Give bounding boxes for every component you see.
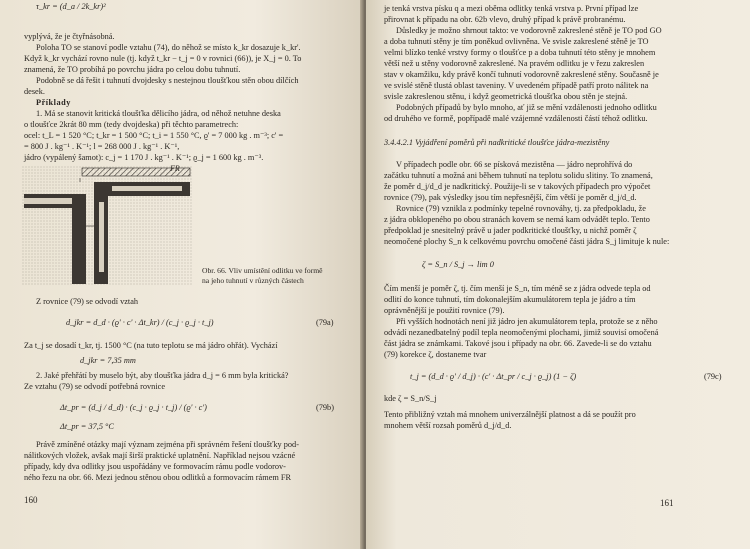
top-formula: τ_kr = (d_a / 2k_kr)² <box>36 2 106 11</box>
text-line: část jádra se známkami. Takové jsou i případy na obr. 66. Zavede-li se do vztahu <box>384 339 652 348</box>
text-line: Podobně se dá řešit i tuhnutí dvojdesky s nestejnou tloušťkou stěn obou dílčích <box>36 76 299 85</box>
text-line: ve svislé stěně tlustá oblast taveniny. V uvedeném případě patří proto nálitek na <box>384 81 649 90</box>
examples-heading: Příklady <box>36 98 71 107</box>
text-line: Z rovnice (79) se odvodí vztah <box>36 297 139 306</box>
text-line: stav v okamžiku, kdy právě končí tuhnutí vodorovně zakreslené stěny. Současně je <box>384 70 659 79</box>
section-heading: 3.4.4.2.1 Vyjádření poměrů při nadkritické tloušťce jádra-mezistěny <box>384 138 610 147</box>
text-line: svisle zakreslenou stěnu, i když geometrická tloušťka obou stěn je stejná. <box>384 92 628 101</box>
text-line: 1. Má se stanovit kritická tloušťka dělicího jádra, od něhož netuhne deska <box>36 109 281 118</box>
text-line: znamená, že TO probíhá po povrchu jádra po celou dobu tuhnutí. <box>24 65 241 74</box>
text-line: ocel: t_L = 1 520 °C; t_kr = 1 500 °C; t_i = 1 550 °C, ϱ' = 7 000 kg . m⁻³; c' = <box>24 131 284 140</box>
text-line: Podobných případů by bylo mnoho, ať již se mění vzdálenosti jednoho odlitku <box>396 103 657 112</box>
text-line: ného řezu na obr. 66. Mezi jednou stěnou obou odlitků a formovacím rámem FR <box>24 473 292 482</box>
equation-79a: d_jkr = d_d · (ϱ' · c' · Δt_kr) / (c_j · ϱ_j · t_j) <box>66 318 214 327</box>
equation-zeta: ζ = S_n / S_j → lim 0 <box>422 260 494 269</box>
text-line: rovnice (79), pak výsledky jsou tím nepřesnější, čím větší je poměr d_j/d_d. <box>384 193 637 202</box>
text-line: oprávněnější je použití rovnice (79). <box>384 306 505 315</box>
text-line: vyplývá, že je čtyřnásobná. <box>24 32 115 41</box>
text-line: začátku tuhnutí a možná ani během tuhnutí na teplotu solidu slitiny. To znamená, <box>384 171 653 180</box>
text-line: = 800 J . kg⁻¹ . K⁻¹; l = 268 000 J . kg⁻¹ . K⁻¹, <box>24 142 180 151</box>
text-line: a doba tuhnutí stěny je tím poněkud ovlivněna. Ve svisle zakreslené stěně je TO <box>384 37 649 46</box>
text-line: odlití do konce tuhnutí, tím dokonalejším akumulátorem tepla je jádro a tím <box>384 295 636 304</box>
text-line: je tenká vrstva písku q a mezi oběma odlitky tenká vrstva p. První případ lze <box>384 4 639 13</box>
text-line: předpoklad je snesitelný právě u jader podkritické tloušťky, u nichž poměr ζ <box>384 226 637 235</box>
text-line: Za t_j se dosadí t_kr, tj. 1500 °C (na tuto teplotu se má jádro ohřát). Vychází <box>24 341 278 350</box>
text-line: 2. Jaké přehřátí by muselo být, aby tloušťka jádra d_j = 6 mm byla kritická? <box>36 371 289 380</box>
text-line: Když k_kr vychází rovno nule (tj. když t_kr − t_j = 0 v rovnici (66)), je X_j = 0. To <box>24 54 302 63</box>
text-line: větší než u stěny vodorovně zakreslené. Na pravém odlitku je v řezu zakreslen <box>384 59 645 68</box>
text-line: Právě zmíněné otázky mají význam zejména při správném řešení tloušťky pod- <box>36 440 299 449</box>
left-page <box>0 0 364 549</box>
text-line: Poloha TO se stanoví podle vztahu (74), do něhož se místo k_kr dosazuje k_kr'. <box>36 43 301 52</box>
text-line: o tloušťce 2krát 80 mm (tedy dvojdeska) při těchto parametrech: <box>24 120 239 129</box>
figure-label-fr: FR <box>170 164 180 173</box>
text-line: mnohem větší rozsah poměrů d_j/d_d. <box>384 421 512 430</box>
text-line: od druhého ve formě, popřípadě malé vzájemné vzdálenosti částí téhož odlitku. <box>384 114 648 123</box>
result-2: Δt_pr = 37,5 °C <box>60 422 114 431</box>
text-line: z jádra obklopeného po obou stranách kovem se nemá kam odvádět teplo. Tento <box>384 215 650 224</box>
right-page <box>366 0 750 549</box>
text-line: odvádí nezanedbatelný podíl tepla neomočenými plochami, jimiž souvisí omočená <box>384 328 659 337</box>
text-line: Důsledky je možno shrnout takto: ve vodorovně zakreslené stěně je TO pod GO <box>396 26 662 35</box>
equation-number: (79a) <box>316 318 334 327</box>
text-line: Tento přibližný vztah má mnohem univerzálnější platnost a dá se použít pro <box>384 410 636 419</box>
equation-79c: t_j = (d_d · ϱ' / d_j) · (c' · Δt_pr / c_j · ϱ_j) (1 − ζ) <box>410 372 577 381</box>
text-line: Při vyšších hodnotách není již jádro jen akumulátorem tepla, protože se z něho <box>396 317 658 326</box>
text-line: Čím menší je poměr ζ, tj. čím menší je S_n, tím méně se z jádra odvede tepla od <box>384 284 651 293</box>
page-number: 161 <box>660 498 674 508</box>
text-line: přirovnat k případu na obr. 62b vlevo, druhý případ k právě probranému. <box>384 15 626 24</box>
equation-79b: Δt_pr = (d_j / d_d) · (c_j · ϱ_j · t_j) / (ϱ' · c') <box>60 403 207 412</box>
text-line: Rovnice (79) vznikla z podmínky tepelné rovnováhy, tj. za předpokladu, že <box>396 204 646 213</box>
figure-caption: na jeho tuhnutí v různých částech <box>202 276 304 285</box>
text-line: velmi blízko tenké vrstvy formy o tloušťce p a doba tuhnutí této stěny je mnohem <box>384 48 656 57</box>
text-line: kde ζ = S_n/S_j <box>384 394 437 403</box>
page-number: 160 <box>24 495 38 505</box>
equation-number: (79c) <box>704 372 722 381</box>
text-line: desek. <box>24 87 45 96</box>
text-line: (79) korekce ζ, dostaneme tvar <box>384 350 487 359</box>
equation-number: (79b) <box>316 403 334 412</box>
text-line: případy, kdy dva odlitky jsou uspořádány ve formovacím rámu podle vodorov- <box>24 462 286 471</box>
text-line: V případech podle obr. 66 se písková mezistěna — jádro neprohřívá do <box>396 160 633 169</box>
figure-caption: Obr. 66. Vliv umístění odlitku ve formě <box>202 266 323 275</box>
result-1: d_jkr = 7,35 mm <box>80 356 136 365</box>
text-line: neomočené plochy S_n k celkovému povrchu omočené části jádra S_j limituje k nule: <box>384 237 670 246</box>
text-line: že poměr d_j/d_d je nadkritický. Použije-li se v takových případech pro výpočet <box>384 182 651 191</box>
text-line: nálitkových vložek, avšak mají širší praktické uplatnění. Například nejsou vzácné <box>24 451 296 460</box>
text-line: jádro (vypálený šamot): c_j = 1 170 J . kg⁻¹ . K⁻¹; ϱ_j = 1 600 kg . m⁻³. <box>24 153 264 162</box>
text-line: Ze vztahu (79) se odvodí potřebná rovnice <box>24 382 165 391</box>
figure-66-cross-section <box>22 166 192 286</box>
